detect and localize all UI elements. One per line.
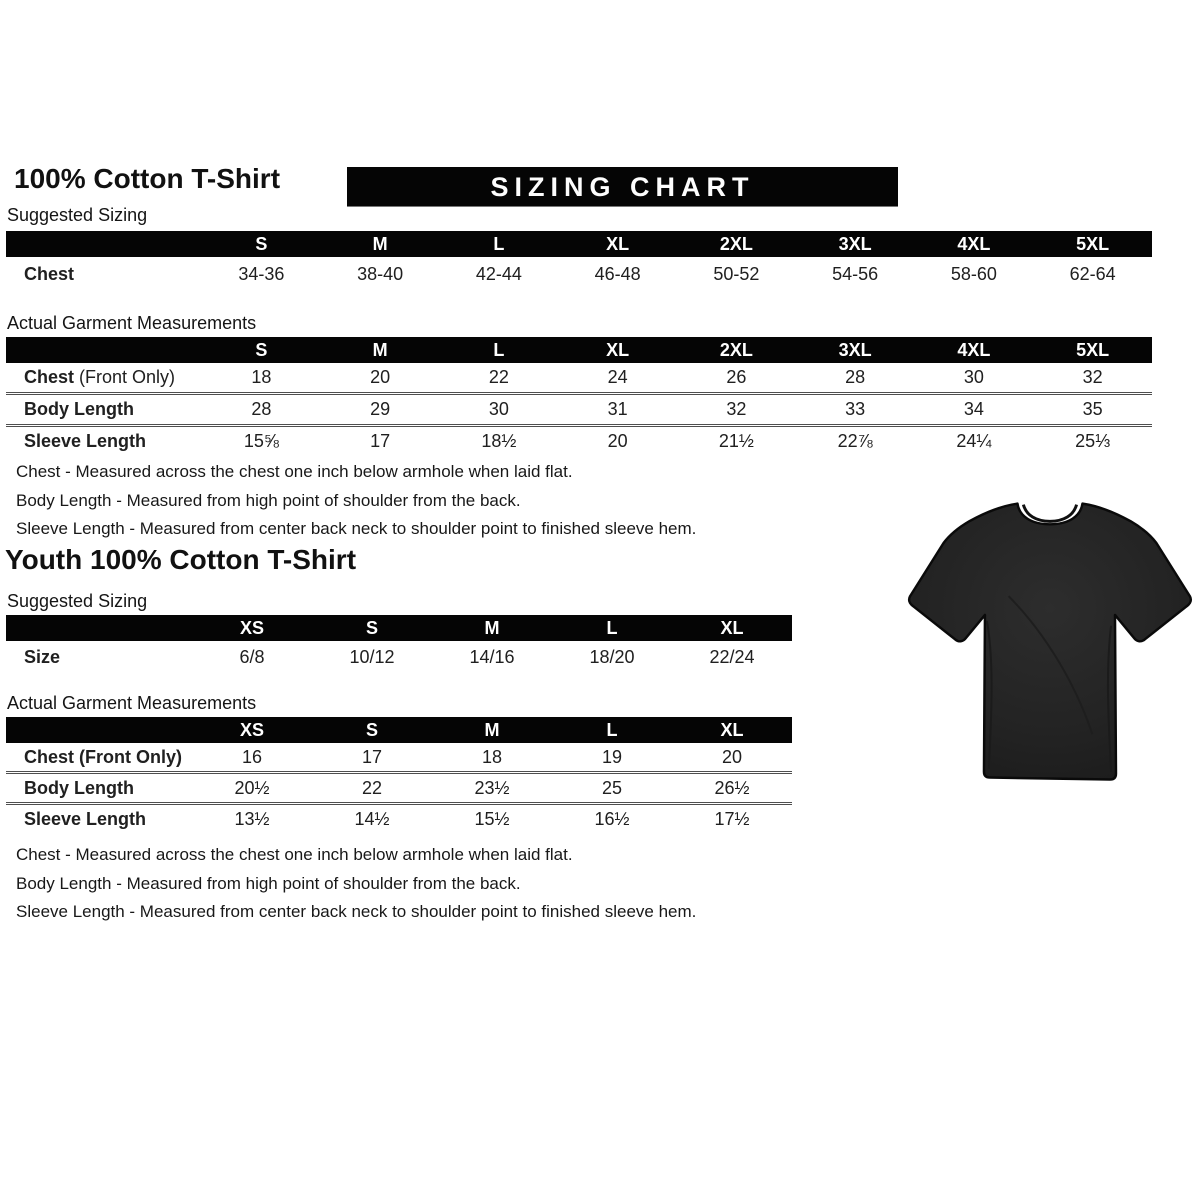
- measurement-cell: 34-36: [238, 263, 285, 284]
- table-header-row: [6, 717, 792, 743]
- measurement-cell: 23½: [474, 777, 510, 798]
- table-row: [6, 257, 1152, 291]
- table-header-row: [6, 615, 792, 641]
- measurement-cell: 15⅝: [243, 431, 279, 451]
- measurement-cell: 58-60: [950, 263, 997, 284]
- note-chest: Chest - Measured across the chest one inch below armhole when laid flat.: [16, 845, 573, 864]
- measurement-cell: 16½: [594, 808, 630, 829]
- measurement-cell: 20: [607, 431, 628, 451]
- table-header-row: [6, 337, 1152, 363]
- measurement-cell: 17: [361, 746, 383, 767]
- measurement-cell: 24: [607, 367, 628, 387]
- size-column-header: 3XL: [838, 339, 872, 360]
- note-sleeve-length: Sleeve Length - Measured from center back neck to shoulder point to finished sleeve hem.: [16, 519, 697, 538]
- measurement-cell: 6/8: [239, 646, 265, 667]
- measurement-cell: 33: [845, 399, 866, 419]
- measurement-cell: 62-64: [1069, 263, 1116, 284]
- size-column-header: L: [493, 339, 505, 360]
- measurement-cell: 30: [488, 399, 509, 419]
- adult-suggested-sizing-label: Suggested Sizing: [7, 205, 148, 225]
- size-column-header: XL: [606, 233, 630, 254]
- measurement-cell: 17½: [714, 808, 750, 829]
- adult-actual-measurements-label: Actual Garment Measurements: [7, 313, 257, 333]
- note-body-length: Body Length - Measured from high point of shoulder from the back.: [16, 490, 521, 510]
- measurement-cell: 35: [1082, 399, 1103, 419]
- note-body-length: Body Length - Measured from high point of shoulder from the back.: [16, 873, 521, 893]
- measurement-cell: 21½: [718, 431, 754, 451]
- black-tshirt-image: [893, 478, 1200, 813]
- measurement-cell: 26½: [714, 777, 750, 798]
- size-column-header: XL: [720, 617, 744, 638]
- table-row: [6, 743, 792, 771]
- size-column-header: 4XL: [957, 233, 991, 254]
- size-column-header: L: [606, 719, 618, 740]
- measurement-cell: 24¼: [956, 431, 992, 451]
- size-column-header: S: [255, 339, 268, 360]
- size-column-header: XS: [239, 617, 264, 638]
- size-column-header: M: [372, 233, 388, 254]
- measurement-cell: 22: [488, 367, 509, 387]
- adult-suggested-sizing-table: [6, 231, 1152, 291]
- measurement-cell: 22: [361, 777, 383, 798]
- measurement-cell: 19: [601, 746, 623, 767]
- note-chest: Chest - Measured across the chest one inch below armhole when laid flat.: [16, 462, 573, 481]
- measurement-cell: 46-48: [594, 263, 641, 284]
- size-column-header: XL: [606, 339, 630, 360]
- measurement-cell: 10/12: [349, 646, 395, 667]
- measurement-cell: 18: [481, 746, 503, 767]
- measurement-cell: 30: [963, 367, 984, 387]
- measurement-cell: 13½: [234, 808, 270, 829]
- measurement-cell: 26: [726, 367, 747, 387]
- adult-actual-measurements-table: [6, 337, 1152, 456]
- size-column-header: 4XL: [957, 339, 991, 360]
- row-label: Body Length: [24, 777, 134, 798]
- size-column-header: L: [493, 233, 505, 254]
- youth-section-title: Youth 100% Cotton T-Shirt: [5, 544, 357, 575]
- size-column-header: L: [606, 617, 618, 638]
- measurement-cell: 22⅞: [837, 431, 873, 451]
- measurement-cell: 20: [721, 746, 743, 767]
- size-column-header: 5XL: [1076, 339, 1110, 360]
- row-label: Body Length: [24, 399, 134, 419]
- note-sleeve-length: Sleeve Length - Measured from center back neck to shoulder point to finished sleeve hem.: [16, 902, 697, 921]
- tshirt-collar: [1023, 505, 1076, 522]
- size-column-header: 2XL: [719, 339, 753, 360]
- measurement-cell: 22/24: [709, 646, 755, 667]
- measurement-cell: 25⅓: [1075, 431, 1111, 451]
- sizing-chart-banner: SIZING CHART: [347, 167, 898, 206]
- table-row: [6, 392, 1152, 424]
- size-column-header: M: [484, 617, 500, 638]
- measurement-cell: 32: [726, 399, 747, 419]
- size-column-header: 5XL: [1076, 233, 1110, 254]
- table-row: [6, 641, 792, 673]
- row-label: Sleeve Length: [24, 431, 147, 451]
- row-label: Sleeve Length: [24, 808, 147, 829]
- measurement-cell: 14/16: [469, 646, 515, 667]
- row-label: Chest: [24, 263, 75, 284]
- row-label: Chest (Front Only): [24, 367, 176, 387]
- table-row: [6, 424, 1152, 456]
- size-column-header: 2XL: [719, 233, 753, 254]
- page-title: 100% Cotton T-Shirt: [14, 163, 281, 194]
- table-row: [6, 771, 792, 802]
- measurement-cell: 20½: [234, 777, 270, 798]
- measurement-cell: 16: [241, 746, 263, 767]
- table-row: [6, 802, 792, 833]
- measurement-cell: 28: [251, 399, 272, 419]
- measurement-cell: 25: [601, 777, 623, 798]
- measurement-cell: 54-56: [832, 263, 879, 284]
- tshirt-body: [909, 504, 1191, 780]
- size-column-header: S: [365, 719, 378, 740]
- size-column-header: M: [372, 339, 388, 360]
- youth-suggested-sizing-label: Suggested Sizing: [7, 591, 148, 611]
- size-column-header: 3XL: [838, 233, 872, 254]
- adult-measurement-notes: [16, 458, 696, 544]
- measurement-cell: 18: [251, 367, 272, 387]
- measurement-cell: 18/20: [589, 646, 635, 667]
- measurement-cell: 20: [370, 367, 391, 387]
- row-label: Chest (Front Only): [24, 746, 182, 767]
- measurement-cell: 34: [963, 399, 984, 419]
- youth-actual-measurements-label: Actual Garment Measurements: [7, 693, 257, 713]
- measurement-cell: 29: [370, 399, 391, 419]
- row-label: Size: [24, 646, 61, 667]
- size-column-header: M: [484, 719, 500, 740]
- measurement-cell: 18½: [481, 431, 517, 451]
- measurement-cell: 32: [1082, 367, 1103, 387]
- measurement-cell: 42-44: [475, 263, 522, 284]
- measurement-cell: 15½: [474, 808, 510, 829]
- size-column-header: XL: [720, 719, 744, 740]
- youth-suggested-sizing-table: [6, 615, 792, 673]
- size-column-header: S: [365, 617, 378, 638]
- measurement-cell: 28: [845, 367, 866, 387]
- measurement-cell: 31: [607, 399, 628, 419]
- size-column-header: S: [255, 233, 268, 254]
- size-column-header: XS: [239, 719, 264, 740]
- youth-measurement-notes: [16, 841, 696, 927]
- table-row: [6, 363, 1152, 392]
- youth-actual-measurements-table: [6, 717, 792, 833]
- measurement-cell: 50-52: [713, 263, 760, 284]
- table-header-row: [6, 231, 1152, 257]
- measurement-cell: 14½: [354, 808, 390, 829]
- measurement-cell: 17: [370, 431, 391, 451]
- measurement-cell: 38-40: [357, 263, 404, 284]
